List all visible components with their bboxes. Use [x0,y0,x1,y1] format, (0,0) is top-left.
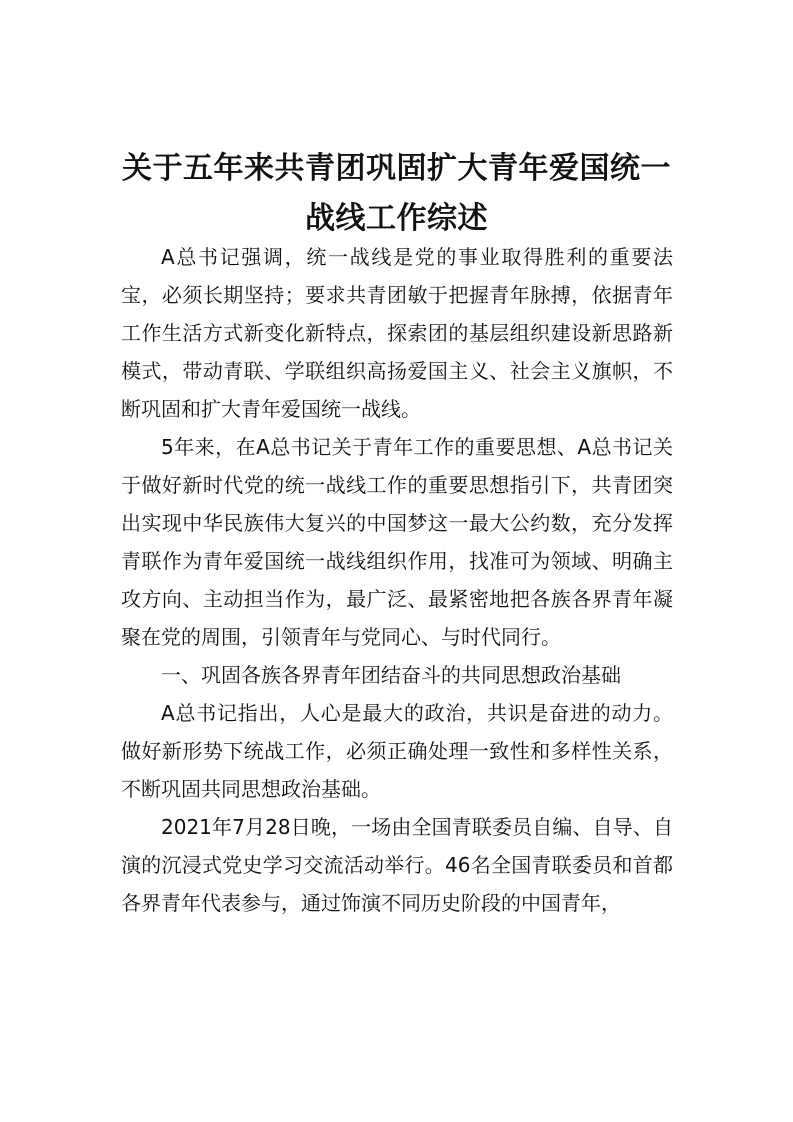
paragraph-4: 2021年7月28日晚，一场由全国青联委员自编、自导、自演的沉浸式党史学习交流活动举行。46名全国青联委员和首都各界青年代表参与，通过饰演不同历史阶段的中国青年， [121,815,673,915]
document-title [100,144,693,244]
title-line-1: 关于五年来共青团巩固扩大青年爱国统一 [122,151,671,187]
paragraph-1: A总书记强调，统一战线是党的事业取得胜利的重要法宝，必须长期坚持；要求共青团敏于把握青年脉搏，依据青年工作生活方式新变化新特点，探索团的基层组织建设新思路新模式，带动青联、学联组织高扬爱国主义、社会主义旗帜，不断巩固和扩大青年爱国统一战线。 [121,245,673,421]
title-line-2: 战线工作综述 [305,201,488,237]
document-body [121,238,673,922]
section-heading-1: 一、巩固各族各界青年团结奋斗的共同思想政治基础 [161,663,621,687]
paragraph-3: A总书记指出，人心是最大的政治，共识是奋进的动力。做好新形势下统战工作，必须正确处理一致性和多样性关系，不断巩固共同思想政治基础。 [121,701,673,801]
paragraph-2: 5年来，在A总书记关于青年工作的重要思想、A总书记关于做好新时代党的统一战线工作的重要思想指引下，共青团突出实现中华民族伟大复兴的中国梦这一最大公约数，充分发挥青联作为青年爱国统一战线组织作用，找准可为领域、明确主攻方向、主动担当作为，最广泛、最紧密地把各族各界青年凝聚在党的周围，引领青年与党同心、与时代同行。 [121,435,673,649]
